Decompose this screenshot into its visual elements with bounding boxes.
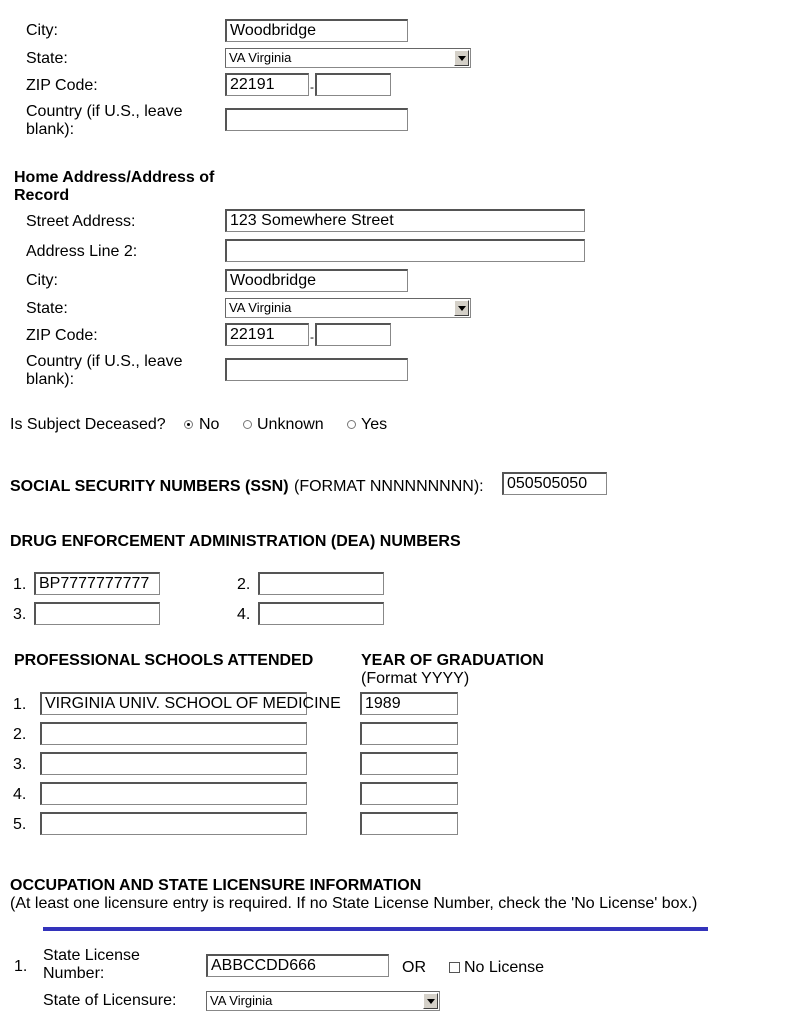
zip-separator: - [310,80,314,94]
school-num-1: 1. [13,696,27,713]
zip-input[interactable]: 22191 [225,73,309,96]
dea-input-4[interactable] [258,602,384,625]
year-input-5[interactable] [360,812,458,835]
dea-num-2: 2. [237,576,251,593]
school-num-5: 5. [13,816,27,833]
dea-num-4: 4. [237,606,251,623]
home-country-label: Country (if U.S., leave blank): [26,353,183,388]
dea-heading: DRUG ENFORCEMENT ADMINISTRATION (DEA) NUMBERS [10,533,461,550]
home-zip-ext-input[interactable] [315,323,391,346]
deceased-no-radio[interactable] [184,420,193,429]
zip-separator: - [310,330,314,344]
state-select[interactable]: VA Virginia [225,48,471,68]
license-number-input[interactable]: ABBCCDD666 [206,954,389,977]
address-line2-label: Address Line 2: [26,243,138,260]
home-city-label: City: [26,272,58,289]
chevron-down-icon[interactable] [454,50,469,66]
chevron-down-icon[interactable] [423,993,438,1009]
zip-ext-input[interactable] [315,73,391,96]
dea-input-1[interactable]: BP7777777777 [34,572,160,595]
school-num-2: 2. [13,726,27,743]
school-input-5[interactable] [40,812,307,835]
deceased-unknown-label: Unknown [257,416,324,433]
dea-input-3[interactable] [34,602,160,625]
no-license-checkbox[interactable] [449,962,460,973]
home-city-input[interactable]: Woodbridge [225,269,408,292]
home-country-input[interactable] [225,358,408,381]
state-label: State: [26,50,68,67]
school-input-2[interactable] [40,722,307,745]
school-input-4[interactable] [40,782,307,805]
deceased-unknown-radio[interactable] [243,420,252,429]
home-state-select[interactable]: VA Virginia [225,298,471,318]
occupation-heading: OCCUPATION AND STATE LICENSURE INFORMATION [10,877,422,894]
dea-input-2[interactable] [258,572,384,595]
address-line2-input[interactable] [225,239,585,262]
section-divider [43,927,708,931]
year-heading: YEAR OF GRADUATION [361,652,544,669]
school-input-1[interactable]: VIRGINIA UNIV. SCHOOL OF MEDICINE [40,692,307,715]
home-address-heading: Home Address/Address of Record [14,169,215,204]
license-entry-num: 1. [14,958,28,975]
city-label: City: [26,22,58,39]
or-text: OR [402,959,426,976]
year-input-1[interactable]: 1989 [360,692,458,715]
home-zip-label: ZIP Code: [26,327,98,344]
year-input-2[interactable] [360,722,458,745]
school-num-4: 4. [13,786,27,803]
dea-num-1: 1. [13,576,27,593]
school-input-3[interactable] [40,752,307,775]
year-input-4[interactable] [360,782,458,805]
schools-heading: PROFESSIONAL SCHOOLS ATTENDED [14,652,314,669]
dea-num-3: 3. [13,606,27,623]
street-label: Street Address: [26,213,136,230]
ssn-label: SOCIAL SECURITY NUMBERS (SSN) [10,478,289,495]
chevron-down-icon[interactable] [454,300,469,316]
state-of-licensure-label: State of Licensure: [43,992,177,1009]
deceased-yes-label: Yes [361,416,388,433]
zip-label: ZIP Code: [26,77,98,94]
year-input-3[interactable] [360,752,458,775]
license-number-label: State License Number: [43,947,140,982]
year-format-hint: (Format YYYY) [361,670,470,687]
school-num-3: 3. [13,756,27,773]
street-input[interactable]: 123 Somewhere Street [225,209,585,232]
city-input[interactable]: Woodbridge [225,19,408,42]
home-state-label: State: [26,300,68,317]
deceased-no-label: No [199,416,220,433]
state-of-licensure-select[interactable]: VA Virginia [206,991,440,1011]
ssn-input[interactable]: 050505050 [502,472,607,495]
deceased-question: Is Subject Deceased? [10,416,166,433]
deceased-yes-radio[interactable] [347,420,356,429]
no-license-label: No License [464,959,545,976]
country-label: Country (if U.S., leave blank): [26,103,183,138]
ssn-format: (FORMAT NNNNNNNNN): [294,478,484,495]
home-zip-input[interactable]: 22191 [225,323,309,346]
occupation-note: (At least one licensure entry is required. If no State License Number, check the 'No License' box.) [10,895,698,912]
country-input[interactable] [225,108,408,131]
